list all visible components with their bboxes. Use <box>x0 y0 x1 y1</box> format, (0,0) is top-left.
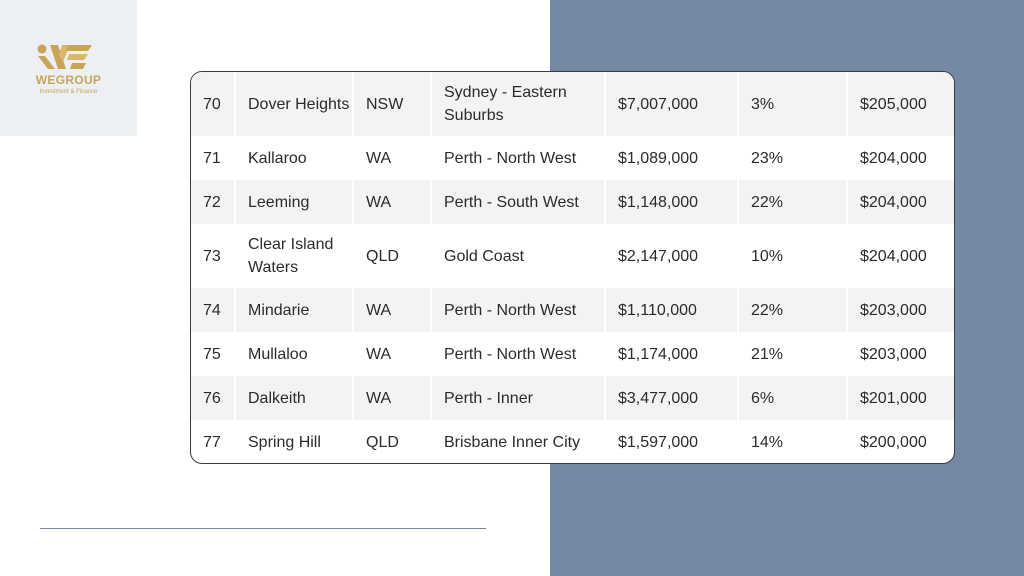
divider-line <box>40 528 486 529</box>
median-price-cell: $1,597,000 <box>605 420 738 464</box>
growth-cell: 3% <box>738 72 847 136</box>
region-cell: Perth - North West <box>431 288 605 332</box>
growth-cell: 6% <box>738 376 847 420</box>
rank-cell: 75 <box>191 332 235 376</box>
suburb-cell: Spring Hill <box>235 420 353 464</box>
table-row <box>191 332 955 376</box>
logo-tagline: Investment & Finance <box>39 89 98 95</box>
state-cell: QLD <box>353 420 431 464</box>
increase-cell: $201,000 <box>847 376 955 420</box>
table-row <box>191 224 955 288</box>
growth-cell: 22% <box>738 288 847 332</box>
growth-cell: 10% <box>738 224 847 288</box>
growth-cell: 14% <box>738 420 847 464</box>
suburb-cell: Dalkeith <box>235 376 353 420</box>
increase-cell: $200,000 <box>860 433 927 451</box>
growth-cell: 22% <box>738 180 847 224</box>
increase-cell: $204,000 <box>860 149 927 167</box>
region-cell: Perth - South West <box>431 180 605 224</box>
increase-cell: $203,000 <box>860 345 927 363</box>
suburb-cell: Dover Heights <box>235 72 353 136</box>
wegroup-logo-icon <box>36 42 94 70</box>
median-price-cell: $1,089,000 <box>605 136 738 180</box>
state-cell: WA <box>353 332 431 376</box>
logo <box>0 0 137 136</box>
rank-cell: 70 <box>191 72 235 136</box>
state-cell: NSW <box>353 72 431 136</box>
table-row <box>191 376 955 420</box>
median-price-cell: $1,110,000 <box>605 288 738 332</box>
rank-cell: 73 <box>191 224 235 288</box>
suburb-cell: Kallaroo <box>235 136 353 180</box>
median-price-cell: $7,007,000 <box>605 72 738 136</box>
region-cell: Sydney - Eastern Suburbs <box>431 72 605 136</box>
region-cell: Perth - North West <box>431 136 605 180</box>
table-row <box>191 288 955 332</box>
state-cell: WA <box>353 288 431 332</box>
increase-cell: $205,000 <box>847 72 955 136</box>
table-row <box>191 136 955 180</box>
table-row <box>191 420 955 464</box>
state-cell: WA <box>353 180 431 224</box>
rank-cell: 71 <box>191 136 235 180</box>
increase-cell: $204,000 <box>847 180 955 224</box>
rank-cell: 77 <box>191 420 235 464</box>
growth-cell: 21% <box>738 332 847 376</box>
region-cell: Gold Coast <box>431 224 605 288</box>
suburb-cell: Mullaloo <box>235 332 353 376</box>
table-row <box>191 72 955 136</box>
median-price-cell: $1,148,000 <box>605 180 738 224</box>
state-cell: QLD <box>353 224 431 288</box>
state-cell: WA <box>353 136 431 180</box>
suburb-table <box>190 71 955 464</box>
state-cell: WA <box>353 376 431 420</box>
median-price-cell: $1,174,000 <box>605 332 738 376</box>
rank-cell: 76 <box>191 376 235 420</box>
suburb-cell: Mindarie <box>235 288 353 332</box>
median-price-cell: $2,147,000 <box>605 224 738 288</box>
logo-name: WEGROUP <box>35 73 102 87</box>
suburb-cell: Leeming <box>235 180 353 224</box>
median-price-cell: $3,477,000 <box>605 376 738 420</box>
region-cell: Perth - Inner <box>431 376 605 420</box>
table-row <box>191 180 955 224</box>
growth-cell: 23% <box>738 136 847 180</box>
suburb-cell: Clear Island Waters <box>235 224 353 288</box>
rank-cell: 74 <box>191 288 235 332</box>
rank-cell: 72 <box>191 180 235 224</box>
increase-cell: $204,000 <box>860 247 927 265</box>
increase-cell: $203,000 <box>847 288 955 332</box>
region-cell: Perth - North West <box>431 332 605 376</box>
region-cell: Brisbane Inner City <box>431 420 605 464</box>
